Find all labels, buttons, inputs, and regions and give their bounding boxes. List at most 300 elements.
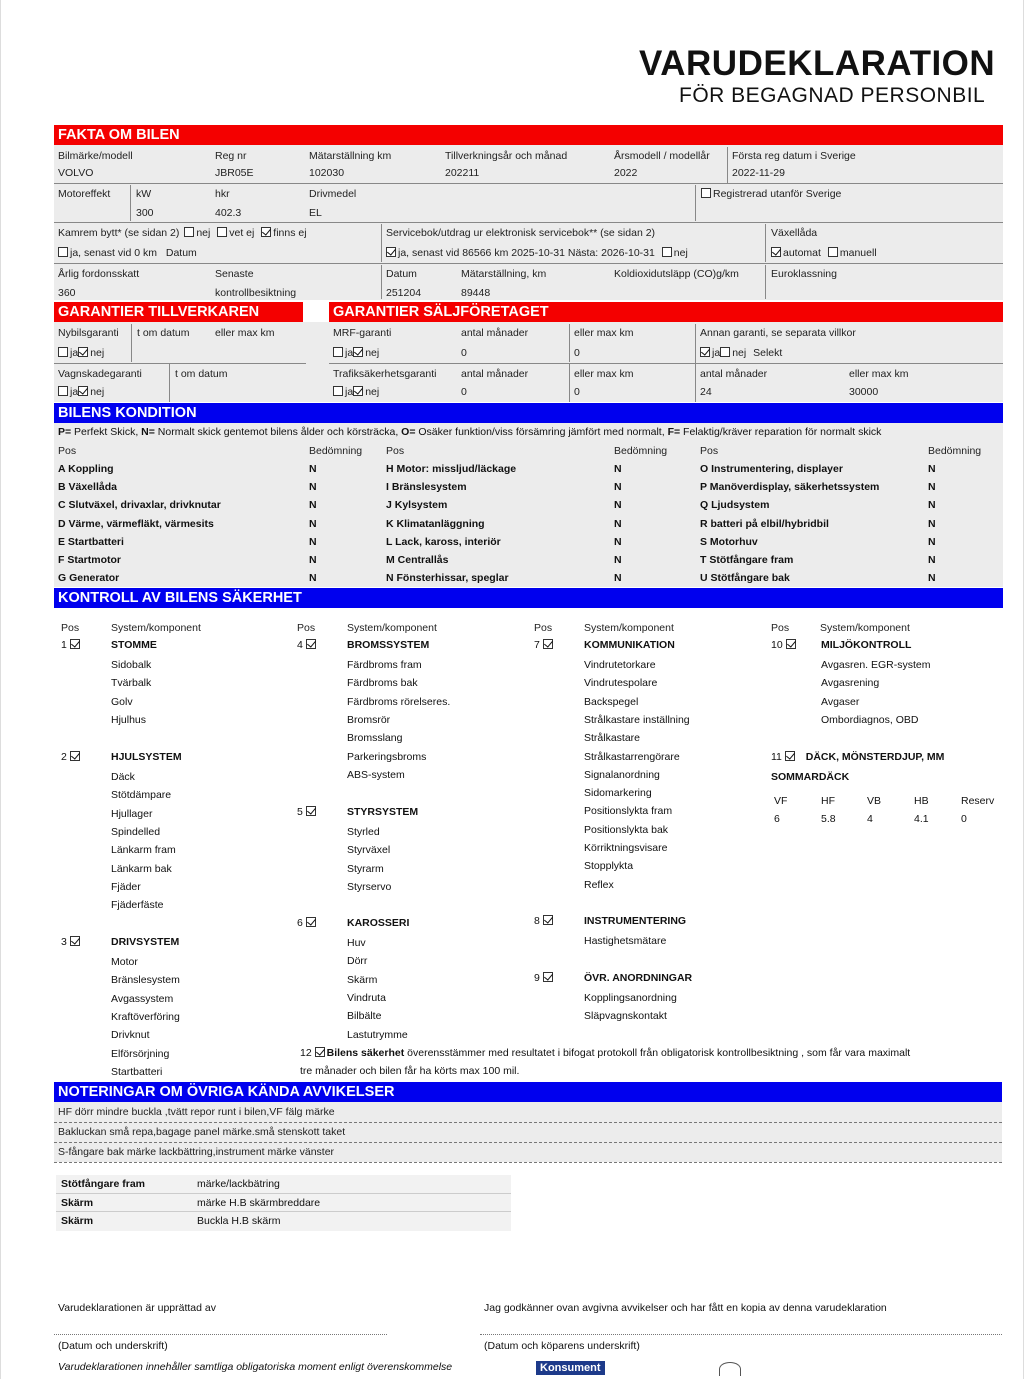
sak-group-2-item: Spindelled xyxy=(111,825,161,838)
sak-group-7-num: 7 xyxy=(534,639,540,651)
kamrem-ja-checkbox[interactable] xyxy=(58,247,68,257)
drivmedel-label: Drivmedel xyxy=(309,188,357,200)
page-title: VARUDEKLARATION xyxy=(639,44,996,83)
sak-sys-header-2: System/komponent xyxy=(347,622,437,634)
godkanner-label: Jag godkänner ovan avgivna avvikelser och har fått en kopia av denna varudeklaration xyxy=(484,1302,887,1314)
sak-pos-header-3: Pos xyxy=(534,622,553,634)
sak-group-7-item: Körriktningsvisare xyxy=(584,842,668,854)
kondition-item-2-5-name: L Lack, kaross, interiör xyxy=(386,535,501,548)
sak-group-3-item: Elförsörjning xyxy=(111,1047,170,1060)
sak-group-7-item: Reflex xyxy=(584,878,614,891)
sak-group-2-item: Fjäderfäste xyxy=(111,899,164,912)
dack-col-2-value: 5.8 xyxy=(821,813,836,825)
annan-manader-value: 24 xyxy=(700,386,712,398)
sak-group-7-item: Strålkastarrengörare xyxy=(584,750,680,763)
sak-group-12-checkbox[interactable] xyxy=(315,1047,325,1057)
legend-p-key: P= xyxy=(58,426,72,438)
sak-group-2-item: Länkarm bak xyxy=(111,862,172,875)
sak-group-5-title: STYRSYSTEM xyxy=(347,806,419,818)
kamrem-nej-checkbox[interactable] xyxy=(184,227,194,237)
kondition-item-3-2-grade: N xyxy=(928,481,936,494)
avvikelse-2-part: Skärm xyxy=(61,1197,94,1209)
kondition-item-1-4-name: D Värme, värmefläkt, värmesits xyxy=(58,517,214,530)
trafik-manader-label: antal månader xyxy=(461,368,529,380)
sak-group-7-item: Positionslykta bak xyxy=(584,823,669,836)
trafik-options xyxy=(333,386,379,398)
drivmedel-value: EL xyxy=(309,207,322,219)
trafik-maxkm-label: eller max km xyxy=(574,368,634,380)
sak-group-10-item: Avgasren. EGR-system xyxy=(821,659,931,671)
regnr-label: Reg nr xyxy=(215,150,247,162)
servicebok-nej-label: nej xyxy=(673,247,688,259)
matar-value: 102030 xyxy=(309,167,345,179)
sak-group-1-item: Hjulhus xyxy=(111,713,147,726)
nybil-ja-checkbox[interactable] xyxy=(58,347,68,357)
dack-col-5-label: Reserv xyxy=(961,795,995,807)
matarstallning-label: Mätarställning, km xyxy=(461,268,547,280)
kondition-item-3-5-name: S Motorhuv xyxy=(700,535,758,548)
sak-group-2-item: Stötdämpare xyxy=(111,789,172,802)
reg-utanfor-checkbox[interactable] xyxy=(701,188,841,200)
sak-group-4-item: Färdbroms rörelseres. xyxy=(347,695,451,708)
servicebok-row xyxy=(386,247,688,259)
dack-col-2-label: HF xyxy=(821,795,835,807)
sak-pos-header-2: Pos xyxy=(297,622,316,634)
matar-label: Mätarställning km xyxy=(309,150,392,162)
sak-group-4-item: Parkeringsbroms xyxy=(347,750,427,763)
sak-group-7-item: Strålkastare inställning xyxy=(584,713,690,726)
sak-group-7-item: Backspegel xyxy=(584,695,639,708)
nybil-tom-label: t om datum xyxy=(137,327,190,339)
dack-col-1-label: VF xyxy=(774,795,788,807)
sak-group-4-num: 4 xyxy=(297,639,303,651)
annan-options xyxy=(700,347,782,359)
sak-group-7-item: Signalanordning xyxy=(584,768,660,781)
sak-group-2-checkbox[interactable] xyxy=(70,751,80,761)
sak-group-3-item: Drivknut xyxy=(111,1029,150,1042)
legend-n-key: N= xyxy=(141,426,155,438)
sak-group-4-checkbox[interactable] xyxy=(306,639,316,649)
sak-group-7-title: KOMMUNIKATION xyxy=(584,639,675,651)
mrf-label: MRF-garanti xyxy=(333,327,392,339)
dack-col-3-value: 4 xyxy=(867,813,873,825)
sak-group-5-item: Styrarm xyxy=(347,862,384,875)
nybil-ja-label: ja xyxy=(70,347,79,359)
sak-group-5-num: 5 xyxy=(297,806,303,818)
legend-p-text: Perfekt Skick, xyxy=(71,426,142,438)
kondition-item-3-4-grade: N xyxy=(928,517,936,530)
sak-sys-header-1: System/komponent xyxy=(111,622,201,634)
kondition-item-1-6-name: F Startmotor xyxy=(58,554,121,566)
sak-group-2-num: 2 xyxy=(61,751,67,763)
nybil-nej-checkbox[interactable] xyxy=(78,347,88,357)
kondition-item-2-4-name: K Klimatanläggning xyxy=(386,517,485,530)
kondition-item-3-7-grade: N xyxy=(928,572,936,585)
sak-group-4-title: BROMSSYSTEM xyxy=(347,639,430,651)
vaxellada-automat-label: automat xyxy=(783,247,821,259)
sak-group-6-title: KAROSSERI xyxy=(347,917,410,929)
kamrem-nej-label: nej xyxy=(196,227,211,239)
servicebok-ja-checkbox[interactable] xyxy=(386,247,396,257)
mrf-km-value: 0 xyxy=(574,347,580,359)
sak-group-12-text: överensstämmer med resultatet i bifogat protokoll från obligatorisk kontrollbesiktning , som får vara maximalt xyxy=(404,1047,911,1059)
sak-group-2-item: Hjullager xyxy=(111,807,153,820)
kamrem-datum-label: Datum xyxy=(165,247,197,259)
kondition-bed-header-3: Bedömning xyxy=(928,445,982,457)
nybil-maxkm-label: eller max km xyxy=(215,327,275,339)
annan-ja-checkbox[interactable] xyxy=(700,347,710,357)
nybil-nej-label: nej xyxy=(90,347,105,359)
arsmodell-value: 2022 xyxy=(614,167,638,179)
sak-group-12-num: 12 xyxy=(300,1047,312,1059)
kondition-item-2-4-grade: N xyxy=(614,517,622,530)
sak-group-3-item: Motor xyxy=(111,956,138,968)
kondition-item-1-6-grade: N xyxy=(309,554,317,566)
kamrem-ja-label: ja, senast vid 0 km xyxy=(70,247,157,259)
sak-group-11 xyxy=(771,751,944,763)
notering-line-2: Bakluckan små repa,bagage panel märke.små stenskott taket xyxy=(58,1126,346,1138)
sak-group-7-item: Vindrutespolare xyxy=(584,677,658,690)
sak-sys-header-3: System/komponent xyxy=(584,622,674,634)
sak-group-12-text2: tre månader och bilen får ha körts max 100 mil. xyxy=(300,1065,520,1077)
avvikelse-1-part: Stötfångare fram xyxy=(61,1178,146,1190)
datum-value: 251204 xyxy=(386,287,422,299)
page-subtitle: FÖR BEGAGNAD PERSONBIL xyxy=(679,84,986,107)
kamrem-vetej-label: vet ej xyxy=(229,227,255,239)
tillverkning-value: 202211 xyxy=(445,167,480,179)
vaxellada-manuell-checkbox[interactable] xyxy=(828,247,838,257)
vaxellada-automat-checkbox[interactable] xyxy=(771,247,781,257)
sak-group-3-checkbox[interactable] xyxy=(70,936,80,946)
vagnskada-ja-label: ja xyxy=(70,386,79,398)
sak-pos-header-1: Pos xyxy=(61,622,80,634)
section-sakerhet-heading: KONTROLL AV BILENS SÄKERHET xyxy=(54,588,1003,608)
legend-o-text: Osäker funktion/viss försämring jämfört med normalt, xyxy=(415,426,668,438)
sak-group-4-item: Färdbroms fram xyxy=(347,659,422,671)
sak-group-10-checkbox[interactable] xyxy=(786,639,796,649)
sak-group-4-item: Bromsslang xyxy=(347,732,403,745)
servicebok-ja-label: ja, senast vid 86566 km 2025-10-31 Nästa: 2026-10-31 xyxy=(398,247,655,259)
sak-group-7-item: Positionslykta fram xyxy=(584,805,673,818)
sak-group-3 xyxy=(61,936,82,948)
mrf-ja-checkbox[interactable] xyxy=(333,347,343,357)
kondition-item-2-1-grade: N xyxy=(614,463,622,475)
sak-group-9-item: Släpvagnskontakt xyxy=(584,1010,667,1023)
kondition-item-1-4-grade: N xyxy=(309,517,317,530)
avvikelse-1-desc: märke/lackbätring xyxy=(197,1178,280,1190)
mrf-manader-value: 0 xyxy=(461,347,467,359)
sak-group-3-item: Kraftöverföring xyxy=(111,1010,180,1023)
sak-group-10-num: 10 xyxy=(771,639,783,651)
servicebok-nej-checkbox[interactable] xyxy=(662,247,672,257)
hkr-label: hkr xyxy=(215,188,230,200)
mrf-ja-label: ja xyxy=(345,347,354,359)
sak-group-9-item: Kopplingsanordning xyxy=(584,992,677,1004)
vaxellada-label: Växellåda xyxy=(771,227,818,239)
avvikelse-3-part: Skärm xyxy=(61,1215,94,1227)
sak-group-8-checkbox[interactable] xyxy=(543,915,553,925)
mrf-nej-label: nej xyxy=(365,347,380,359)
sak-group-6-num: 6 xyxy=(297,917,303,929)
kondition-bed-header-1: Bedömning xyxy=(309,445,363,457)
legend-f-text: Felaktig/kräver reparation för normalt skick xyxy=(680,426,882,438)
motoreffekt-label: Motoreffekt xyxy=(58,188,111,200)
konsument-logo: Konsument xyxy=(536,1361,605,1375)
kondition-item-3-7-name: U Stötfångare bak xyxy=(700,572,790,585)
section-noteringar-heading: NOTERINGAR OM ÖVRIGA KÄNDA AVVIKELSER xyxy=(54,1082,1002,1102)
kondition-item-2-2-grade: N xyxy=(614,481,622,494)
kondition-item-2-6-grade: N xyxy=(614,554,622,566)
legend-f-key: F= xyxy=(667,426,681,438)
sak-group-3-item: Bränslesystem xyxy=(111,974,180,987)
dack-col-4-label: HB xyxy=(914,795,929,807)
tillverkning-label: Tillverkningsår och månad xyxy=(445,150,568,162)
bilmarke-value: VOLVO xyxy=(58,167,94,179)
sak-group-5-item: Styrled xyxy=(347,826,380,838)
sak-group-4-item: ABS-system xyxy=(347,768,405,781)
sak-sys-header-4: System/komponent xyxy=(820,622,910,634)
sak-group-2 xyxy=(61,751,82,763)
kondition-item-1-1-name: A Koppling xyxy=(58,463,114,475)
kondition-item-2-5-grade: N xyxy=(614,535,622,548)
notice-text: Varudeklarationen innehåller samtliga obligatoriska moment enligt överenskommelse xyxy=(58,1361,453,1373)
annan-option-label: Selekt xyxy=(753,347,783,359)
sak-group-8-title: INSTRUMENTERING xyxy=(584,915,687,927)
dack-col-5-value: 0 xyxy=(961,813,967,825)
sak-pos-header-4: Pos xyxy=(771,622,790,634)
kondition-item-2-7-name: N Fönsterhissar, speglar xyxy=(386,572,509,585)
trafik-nej-checkbox[interactable] xyxy=(353,386,363,396)
sak-group-1-item: Golv xyxy=(111,695,133,708)
sak-group-7-item: Vindrutetorkare xyxy=(584,659,656,671)
annan-ja-label: ja xyxy=(712,347,721,359)
sak-group-1-num: 1 xyxy=(61,639,67,651)
trafik-label: Trafiksäkerhetsgaranti xyxy=(333,368,437,380)
sak-group-5 xyxy=(297,806,318,818)
kondition-item-2-3-grade: N xyxy=(614,499,622,512)
kw-value: 300 xyxy=(136,207,154,219)
sak-group-11-title: DÄCK, MÖNSTERDJUP, MM xyxy=(805,751,945,763)
sak-group-6-item: Bilbälte xyxy=(347,1010,382,1023)
nybil-label: Nybilsgaranti xyxy=(58,327,119,339)
mrf-manader-label: antal månader xyxy=(461,327,529,339)
annan-km-label: eller max km xyxy=(849,368,909,380)
arlig-label: Årlig fordonsskatt xyxy=(58,268,140,280)
annan-manader-label: antal månader xyxy=(700,368,768,380)
sak-group-3-num: 3 xyxy=(61,936,67,948)
servicebok-label: Servicebok/utdrag ur elektronisk servicebok** (se sidan 2) xyxy=(386,227,656,239)
avvikelse-3-desc: Buckla H.B skärm xyxy=(197,1215,281,1227)
sak-group-1-item: Tvärbalk xyxy=(111,677,152,690)
legend-n-text: Normalt skick gentemot bilens ålder och körsträcka, xyxy=(154,426,402,438)
vagnskada-ja-checkbox[interactable] xyxy=(58,386,68,396)
sak-group-3-item: Avgassystem xyxy=(111,992,174,1005)
dack-col-4-value: 4.1 xyxy=(914,813,929,825)
kondition-item-3-1-grade: N xyxy=(928,463,936,475)
mrf-nej-checkbox[interactable] xyxy=(353,347,363,357)
sak-group-6-checkbox[interactable] xyxy=(306,917,316,927)
section-kondition-heading: BILENS KONDITION xyxy=(54,403,1003,423)
trafik-manader-value: 0 xyxy=(461,386,467,398)
kondition-item-2-2-name: I Bränslesystem xyxy=(386,481,467,494)
reg-utanfor-label: Registrerad utanför Sverige xyxy=(713,188,842,200)
senaste-label: Senaste xyxy=(215,268,254,280)
kondition-item-1-7-name: G Generator xyxy=(58,572,120,585)
datum-label: Datum xyxy=(386,268,417,280)
vaxellada-manuell-label: manuell xyxy=(839,247,877,259)
forsta-reg-value: 2022-11-29 xyxy=(732,167,785,179)
sak-group-8 xyxy=(534,915,555,927)
bilmarke-label: Bilmärke/modell xyxy=(58,150,133,162)
kondition-item-3-6-name: T Stötfångare fram xyxy=(700,554,794,566)
sak-group-10-item: Avgaser xyxy=(821,695,860,708)
kondition-item-2-7-grade: N xyxy=(614,572,622,585)
sak-group-2-item: Länkarm fram xyxy=(111,844,176,857)
kw-label: kW xyxy=(136,188,152,200)
kondition-item-1-5-name: E Startbatteri xyxy=(58,535,124,548)
sak-group-11-num: 11 xyxy=(771,751,782,763)
sak-group-1-checkbox[interactable] xyxy=(70,639,80,649)
mrf-options xyxy=(333,347,379,359)
sak-group-1 xyxy=(61,639,82,651)
vagnskada-label: Vagnskadegaranti xyxy=(58,368,142,380)
kontrollbesiktning-label: kontrollbesiktning xyxy=(215,287,297,299)
kondition-item-3-1-name: O Instrumentering, displayer xyxy=(700,463,843,475)
kamrem-ja-row xyxy=(58,247,197,259)
sak-group-7-checkbox[interactable] xyxy=(543,639,553,649)
section-garantier-saljforetaget-heading: GARANTIER SÄLJFÖRETAGET xyxy=(329,302,1003,322)
sak-group-3-item: Startbatteri xyxy=(111,1065,163,1078)
sak-group-7-item: Stopplykta xyxy=(584,860,634,873)
vagnskada-tom-label: t om datum xyxy=(175,368,228,380)
kondition-pos-header-2: Pos xyxy=(386,445,405,457)
kondition-pos-header-1: Pos xyxy=(58,445,77,457)
mrf-maxkm-label: eller max km xyxy=(574,327,634,339)
kondition-item-2-1-name: H Motor: missljud/läckage xyxy=(386,463,517,475)
sak-group-10-title: MILJÖKONTROLL xyxy=(821,639,912,651)
kondition-pos-header-3: Pos xyxy=(700,445,719,457)
kondition-legend xyxy=(58,426,881,438)
sak-group-9-num: 9 xyxy=(534,972,540,984)
sak-group-1-title: STOMME xyxy=(111,639,157,651)
kamrem-vetej-checkbox[interactable] xyxy=(217,227,227,237)
datum-underskrift-label: (Datum och underskrift) xyxy=(58,1340,168,1352)
sak-group-5-item: Styrväxel xyxy=(347,844,391,857)
sak-group-5-checkbox[interactable] xyxy=(306,806,316,816)
sak-group-8-item: Hastighetsmätare xyxy=(584,935,667,947)
kondition-item-2-3-name: J Kylsystem xyxy=(386,499,448,512)
vaxellada-row xyxy=(771,247,877,259)
sak-group-12 xyxy=(300,1047,910,1059)
vagnskada-options xyxy=(58,386,104,398)
hkr-value: 402.3 xyxy=(215,207,242,219)
kondition-item-1-7-grade: N xyxy=(309,572,317,585)
sak-group-6-item: Vindruta xyxy=(347,991,386,1004)
sak-group-7-item: Sidomarkering xyxy=(584,787,652,800)
arlig-value: 360 xyxy=(58,287,76,299)
kondition-item-3-3-grade: N xyxy=(928,499,936,512)
sak-group-3-title: DRIVSYSTEM xyxy=(111,936,180,948)
kondition-item-3-4-name: R batteri på elbil/hybridbil xyxy=(700,517,829,530)
forsta-reg-label: Första reg datum i Sverige xyxy=(732,150,856,162)
sak-group-11-checkbox[interactable] xyxy=(785,751,795,761)
regnr-value: JBR05E xyxy=(215,167,254,179)
annan-km-value: 30000 xyxy=(849,386,879,398)
matarstallning-value: 89448 xyxy=(461,287,491,299)
sak-group-7 xyxy=(534,639,555,651)
seal-icon xyxy=(719,1362,741,1376)
kondition-item-1-5-grade: N xyxy=(309,535,317,548)
sak-group-6-item: Skärm xyxy=(347,973,378,986)
nybil-options xyxy=(58,347,104,359)
kondition-item-1-2-name: B Växellåda xyxy=(58,481,117,494)
sak-group-1-item: Sidobalk xyxy=(111,659,152,671)
sak-group-8-num: 8 xyxy=(534,915,540,927)
kondition-item-1-2-grade: N xyxy=(309,481,317,494)
vagnskada-nej-checkbox[interactable] xyxy=(78,386,88,396)
sak-group-9 xyxy=(534,972,555,984)
sak-group-4-item: Färdbroms bak xyxy=(347,677,418,690)
kondition-item-3-3-name: Q Ljudsystem xyxy=(700,499,770,512)
sommardack-label: SOMMARDÄCK xyxy=(771,771,850,783)
kamrem-finnsej-label: finns ej xyxy=(273,227,307,239)
trafik-nej-label: nej xyxy=(365,386,380,398)
sak-group-10 xyxy=(771,639,798,651)
kondition-item-2-6-name: M Centrallås xyxy=(386,554,449,566)
kondition-item-3-2-name: P Manöverdisplay, säkerhetssystem xyxy=(700,481,880,494)
kamrem-label: Kamrem bytt* (se sidan 2) xyxy=(58,227,180,239)
sak-group-6-item: Lastutrymme xyxy=(347,1028,408,1041)
kondition-item-1-3-grade: N xyxy=(309,499,317,512)
sak-group-5-item: Styrservo xyxy=(347,880,392,893)
kamrem-finnsej-checkbox[interactable] xyxy=(261,227,271,237)
sak-group-7-item: Strålkastare xyxy=(584,732,641,745)
trafik-km-value: 0 xyxy=(574,386,580,398)
sak-group-9-checkbox[interactable] xyxy=(543,972,553,982)
section-garantier-tillverkaren-heading: GARANTIER TILLVERKAREN xyxy=(54,302,303,322)
kondition-item-1-1-grade: N xyxy=(309,463,317,475)
sak-group-12-title: Bilens säkerhet xyxy=(326,1047,405,1059)
checkbox-icon xyxy=(701,188,711,198)
upprattad-label: Varudeklarationen är upprättad av xyxy=(58,1302,216,1314)
euro-label: Euroklassning xyxy=(771,268,837,280)
trafik-ja-checkbox[interactable] xyxy=(333,386,343,396)
annan-nej-label: nej xyxy=(732,347,747,359)
trafik-ja-label: ja xyxy=(345,386,354,398)
kamrem-row xyxy=(58,227,307,239)
kondition-item-1-3-name: C Slutväxel, drivaxlar, drivknutar xyxy=(58,499,221,512)
sak-group-4-item: Bromsrör xyxy=(347,713,391,726)
kondition-item-3-5-grade: N xyxy=(928,535,936,548)
sak-group-6-item: Huv xyxy=(347,937,366,949)
sak-group-2-item: Fjäder xyxy=(111,880,141,893)
sak-group-6-item: Dörr xyxy=(347,955,368,968)
dack-col-3-label: VB xyxy=(867,795,882,807)
annan-nej-checkbox[interactable] xyxy=(720,347,730,357)
notering-line-3: S-fångare bak märke lackbättring,instrument märke vänster xyxy=(58,1146,335,1158)
notering-line-1: HF dörr mindre buckla ,tvätt repor runt i bilen,VF fälg märke xyxy=(58,1106,335,1118)
dack-col-1-value: 6 xyxy=(774,813,780,825)
sak-group-10-item: Avgasrening xyxy=(821,677,880,690)
sak-group-9-title: ÖVR. ANORDNINGAR xyxy=(584,972,693,984)
annan-label: Annan garanti, se separata villkor xyxy=(700,327,856,339)
kondition-item-3-6-grade: N xyxy=(928,554,936,566)
legend-o-key: O= xyxy=(401,426,416,438)
kondition-bed-header-2: Bedömning xyxy=(614,445,668,457)
koldioxid-label: Koldioxidutsläpp (CO)g/km xyxy=(614,268,739,280)
sak-group-2-item: Däck xyxy=(111,771,135,783)
avvikelse-2-desc: märke H.B skärmbreddare xyxy=(197,1197,321,1209)
